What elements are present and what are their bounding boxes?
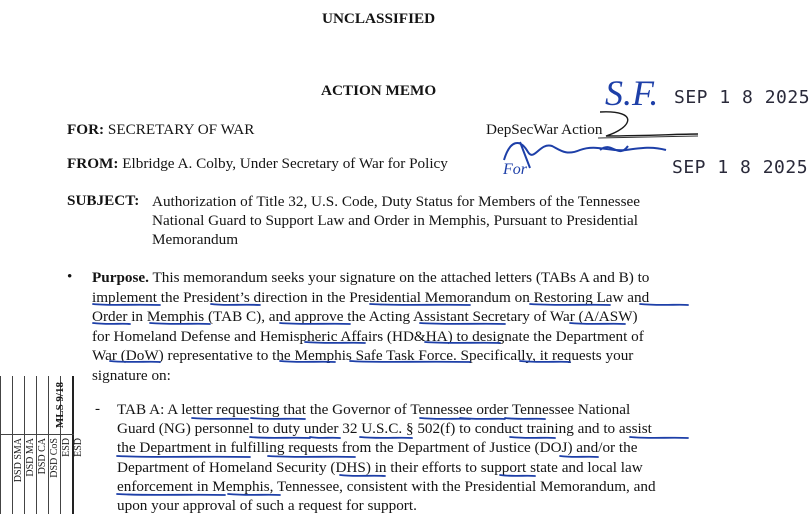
purpose-line: This memorandum seeks your signature on the attached letters (TABs A and B) to <box>152 269 650 286</box>
tab-a-line: the Department in fulfilling requests from the Department of Justice (DOJ) and/or the <box>117 439 638 457</box>
from-label: FROM: <box>67 155 119 172</box>
subject-line: Memorandum <box>152 231 239 248</box>
tab-a-dash: - <box>95 400 101 417</box>
purpose-line: for Homeland Defense and Hemispheric Affairs (HD&HA) to designate the Department of <box>92 327 644 345</box>
action-designation: DepSecWar Action <box>486 121 603 138</box>
for-label: FOR: <box>67 121 105 138</box>
purpose-bullet: • <box>67 268 73 285</box>
tab-a-line: Guard (NG) personnel to duty under 32 U.S.C. § 502(f) to conduct training and to assist <box>117 420 652 438</box>
purpose-label: Purpose. <box>92 269 149 286</box>
tab-a-line: upon your approval of such a request for support. <box>117 497 417 515</box>
routing-col-label: DSD CA <box>37 438 48 475</box>
action-underline <box>598 136 698 138</box>
subject-label: SUBJECT: <box>67 192 140 209</box>
routing-col-label: ESD <box>73 438 84 457</box>
for-value: SECRETARY OF WAR <box>107 121 255 138</box>
date-stamp-top: SEP 1 8 2025 <box>674 87 810 108</box>
routing-initials: MLS 9/18 <box>54 382 66 429</box>
purpose-line: War (DoW) representative to the Memphis Safe Task Force. Specifically, it requests your <box>92 347 634 365</box>
date-stamp-bottom: SEP 1 8 2025 <box>672 157 809 178</box>
signature-scribble <box>504 143 666 160</box>
tab-a-line: TAB A: A letter requesting that the Governor of Tennessee order Tennessee National <box>117 401 631 418</box>
tab-a-paragraph <box>117 400 656 515</box>
purpose-line: signature on: <box>92 366 171 384</box>
subject-line: National Guard to Support Law and Order in Memphis, Pursuant to Presidential <box>152 212 638 229</box>
from-value: Elbridge A. Colby, Under Secretary of War for Policy <box>122 155 448 172</box>
routing-table <box>0 376 84 514</box>
tab-a-line: enforcement in Memphis, Tennessee, consistent with the Presidential Memorandum, and <box>117 477 656 495</box>
purpose-paragraph <box>92 268 649 386</box>
handwritten-for: For <box>503 161 527 178</box>
tab-a-line: Department of Homeland Security (DHS) in their efforts to support state and local law <box>117 458 643 476</box>
signature-stroke <box>600 146 628 151</box>
memo-type-heading: ACTION MEMO <box>321 82 437 99</box>
routing-col-label: DSD CoS <box>49 438 60 478</box>
routing-col-label: DSD MA <box>25 438 36 477</box>
routing-col-label: DSD SMA <box>13 438 24 483</box>
subject-text <box>152 192 640 249</box>
classification-marking: UNCLASSIFIED <box>322 10 436 27</box>
action-circle-mark <box>600 112 698 136</box>
purpose-line: Order in Memphis (TAB C), and approve the Acting Assistant Secretary of War (A/ASW) <box>92 308 638 326</box>
handwritten-initials: S.F. <box>605 73 659 113</box>
purpose-line: implement the President’s direction in the Presidential Memorandum on Restoring Law and <box>92 288 650 306</box>
routing-col-label: ESD <box>61 438 72 457</box>
subject-line: Authorization of Title 32, U.S. Code, Duty Status for Members of the Tennessee <box>152 193 640 210</box>
